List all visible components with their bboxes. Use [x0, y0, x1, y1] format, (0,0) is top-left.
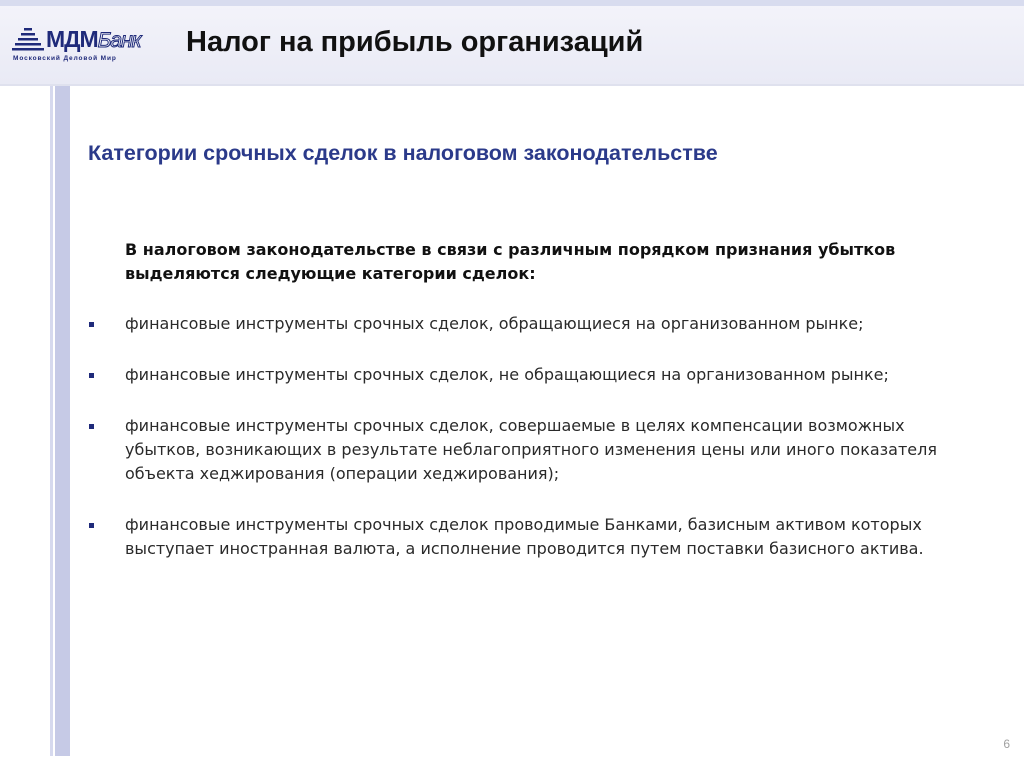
logo-text-bank: Банк	[97, 29, 141, 52]
list-item-text: финансовые инструменты срочных сделок, совершаемые в целях компенсации возможных убытков, возникающих в результате неблагоприятного изменения цены или иного показателя объекта хеджирования (операции хеджирования);	[125, 416, 937, 483]
section-subtitle: Категории срочных сделок в налоговом законодательстве	[88, 141, 718, 165]
page-number: 6	[1003, 737, 1010, 751]
mdm-bank-logo	[12, 26, 142, 66]
logo-wordmark	[46, 26, 141, 54]
header-divider	[0, 84, 1024, 86]
list-item	[88, 363, 938, 387]
logo-pyramid-icon	[12, 28, 44, 52]
square-bullet-icon	[89, 322, 94, 327]
left-accent-bar	[55, 86, 70, 756]
square-bullet-icon	[89, 373, 94, 378]
list-item-text: финансовые инструменты срочных сделок, обращающиеся на организованном рынке;	[125, 314, 864, 333]
square-bullet-icon	[89, 523, 94, 528]
logo-text-mdm: МДМ	[46, 26, 98, 52]
list-item-text: финансовые инструменты срочных сделок, не обращающиеся на организованном рынке;	[125, 365, 889, 384]
square-bullet-icon	[89, 424, 94, 429]
left-accent-line	[50, 86, 53, 756]
list-item	[88, 513, 938, 561]
bullet-list	[88, 312, 938, 588]
list-item	[88, 312, 938, 336]
list-item	[88, 414, 938, 486]
intro-paragraph: В налоговом законодательстве в связи с различным порядком признания убытков выделяются следующие категории сделок:	[125, 240, 896, 283]
page-title: Налог на прибыль организаций	[186, 26, 644, 58]
logo-subtitle: Московский Деловой Мир	[13, 55, 117, 62]
list-item-text: финансовые инструменты срочных сделок проводимые Банками, базисным активом которых выступает иностранная валюта, а исполнение проводится путем поставки базисного актива.	[125, 515, 924, 558]
